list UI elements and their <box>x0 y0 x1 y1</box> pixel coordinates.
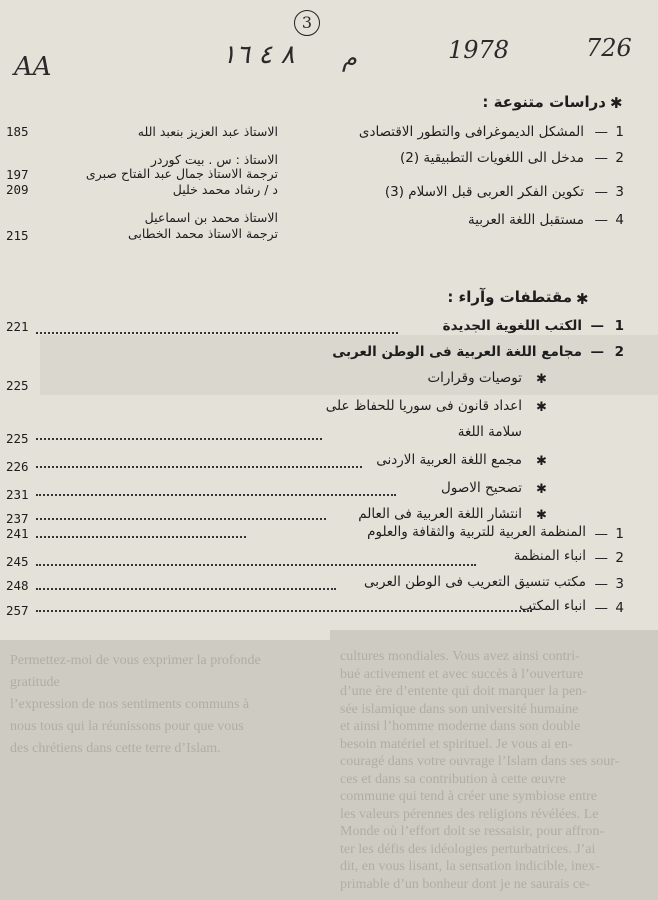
s2-subitem-page: 225 <box>6 431 29 446</box>
dot-leader <box>36 332 398 334</box>
s2-subitem-page: 226 <box>6 459 29 474</box>
s2-item-title: مجامع اللغة العربية فى الوطن العربى <box>332 344 582 360</box>
org-item-page: 245 <box>6 554 29 569</box>
s1-item-author: د / رشاد محمد خليل <box>172 182 278 197</box>
org-item-num: 2 <box>615 550 624 566</box>
dot-leader <box>36 564 476 566</box>
s1-item-translator: ترجمة الاستاذ محمد الخطابى <box>127 226 278 241</box>
handwritten-code-middle: ٨ ٤ ١٦ <box>222 40 295 70</box>
s1-item-title: مدخل الى اللغويات التطبيقية (2) <box>399 150 584 166</box>
dash: — <box>594 576 608 592</box>
section1-title: دراسات متنوعة : <box>482 93 606 111</box>
s1-item-translator: ترجمة الاستاذ جمال عبد الفتاح صبرى <box>85 166 278 181</box>
dot-leader <box>36 536 246 538</box>
star-icon: ✱ <box>536 454 547 469</box>
s1-item-page: 209 <box>6 182 29 197</box>
s1-item-title: تكوين الفكر العربى قبل الاسلام (3) <box>384 184 584 200</box>
dot-leader <box>36 494 396 496</box>
dash: — <box>594 212 608 228</box>
s2-subitem-title: مجمع اللغة العربية الاردنى <box>376 452 522 468</box>
dot-leader <box>36 588 336 590</box>
star-icon: ✱ <box>576 290 589 308</box>
s2-subitem-title: اعداد قانون فى سوريا للحفاظ على <box>325 398 522 414</box>
dash: — <box>594 124 608 140</box>
org-item-page: 241 <box>6 526 29 541</box>
dash: — <box>594 600 608 616</box>
s2-subitem-title: انتشار اللغة العربية فى العالم <box>358 506 522 522</box>
dash: — <box>594 184 608 200</box>
s1-item-page: 185 <box>6 124 29 139</box>
dot-leader <box>36 438 322 440</box>
handwritten-year: 1978 <box>448 36 510 64</box>
s2-subitem-page: 225 <box>6 378 29 393</box>
dot-leader <box>36 466 362 468</box>
s2-subitem-title: تصحيح الاصول <box>441 480 522 496</box>
org-item-num: 4 <box>615 600 624 616</box>
s2-subitem-page: 237 <box>6 511 29 526</box>
s1-item-num: 3 <box>615 184 624 200</box>
s1-item-num: 1 <box>615 124 624 140</box>
s1-item-page: 215 <box>6 228 29 243</box>
s1-item-title: مستقبل اللغة العربية <box>467 212 584 228</box>
org-item-num: 3 <box>615 576 624 592</box>
handwritten-letter: م <box>342 44 357 72</box>
s1-item-author: الاستاذ : س . بيت كوردر <box>150 152 278 167</box>
org-item-title: مكتب تنسيق التعريب فى الوطن العربى <box>364 574 586 590</box>
s1-item-num: 2 <box>615 150 624 166</box>
page-number-circle: 3 <box>294 10 320 36</box>
org-item-page: 248 <box>6 578 29 593</box>
dash: — <box>594 526 608 542</box>
org-item-title: المنظمة العربية للتربية والثقافة والعلوم <box>367 524 586 540</box>
dash: — <box>594 550 608 566</box>
star-icon: ✱ <box>536 482 547 497</box>
star-icon: ✱ <box>536 372 547 387</box>
dot-leader <box>36 610 532 612</box>
dash: — <box>590 318 604 334</box>
s2-item-title: الكتب اللغوية الجديدة <box>442 318 582 334</box>
s2-item-page: 221 <box>6 319 29 334</box>
s2-item-num: 2 <box>614 344 624 360</box>
dot-leader <box>36 518 326 520</box>
dash: — <box>590 344 604 360</box>
section2-title: مقتطفات وآراء : <box>447 288 572 306</box>
s1-item-num: 4 <box>615 212 624 228</box>
s1-item-page: 197 <box>6 167 29 182</box>
star-icon: ✱ <box>610 94 623 112</box>
org-item-num: 1 <box>615 526 624 542</box>
s1-item-title: المشكل الديموغرافى والتطور الاقتصادى <box>358 124 584 140</box>
bleed-text-right: cultures mondiales. Vous avez ainsi contri- bué activement et avec succès à l’ouverture d’une ère d’entente qui doit marquer la pen- sée islamique dans son université humaine et ainsi l’homme moderne dans son double besoin matériel et spirituel. Je vous ai en- couragé dans votre ouvrage l’Islam dans ses sour- ces et dans sa contribution à cette œuvre commune qui tend à créer une symbiose entre les valeurs pérennes des religions révélées. Le Monde où l’effort doit se ressaisir, pour affron- ter les défis des idéologies perturbatrices. J’ai dit, en vous lisant, la sensation indicible, inex- primable d’un bonheur dont je ne saurais ce- <box>340 649 620 892</box>
s2-subitem-title-2: سلامة اللغة <box>457 424 522 440</box>
org-item-page: 257 <box>6 603 29 618</box>
org-item-title: انباء المنظمة <box>513 548 586 564</box>
s1-item-author: الاستاذ عبد العزيز بنعبد الله <box>137 124 278 139</box>
s2-subitem-page: 231 <box>6 487 29 502</box>
s1-item-author: الاستاذ محمد بن اسماعيل <box>144 210 278 225</box>
s2-item-num: 1 <box>614 318 624 334</box>
org-item-title: انباء المكتب <box>519 598 586 614</box>
star-icon: ✱ <box>536 508 547 523</box>
star-icon: ✱ <box>536 400 547 415</box>
s2-subitem-title: توصيات وقرارات <box>427 370 522 386</box>
handwritten-code-left: AA <box>14 52 52 82</box>
bleed-text-left: Permettez-moi de vous exprimer la profonde gratitude l’expression de nos sentiments communs à nous tous qui la réunissons pour que vous des chrétiens dans cette terre d’Islam. <box>10 653 261 756</box>
handwritten-ref: 726 <box>586 34 632 62</box>
dash: — <box>594 150 608 166</box>
